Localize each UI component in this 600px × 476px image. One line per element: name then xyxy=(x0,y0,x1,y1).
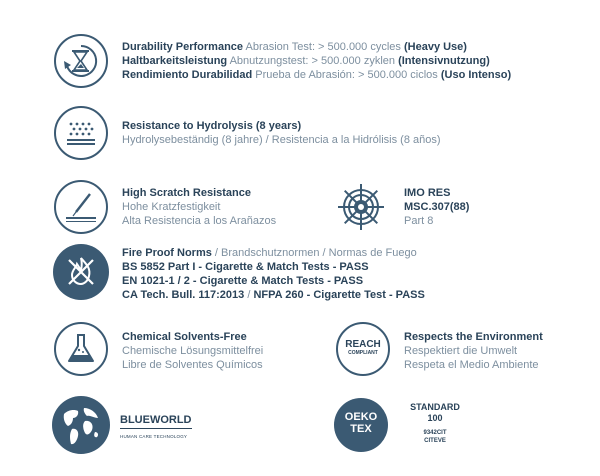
oeko-standard: STANDARD 100 9342CIT CITEVE xyxy=(410,402,460,444)
hydrolysis-title: Resistance to Hydrolysis (8 years) xyxy=(122,120,302,132)
scratch-blade-icon xyxy=(56,182,106,232)
hourglass-rotate-icon xyxy=(56,36,106,86)
ship-wheel-icon xyxy=(334,180,388,234)
reach-text: Respects the Environment Respektiert die Umwelt Respeta el Medio Ambiente xyxy=(404,331,543,371)
reach-badge-bottom: COMPLIANT xyxy=(348,350,378,356)
reach-badge xyxy=(336,322,390,376)
chemical-text: Chemical Solvents-Free Chemische Lösungsmittelfrei Libre de Solventes Químicos xyxy=(122,331,264,371)
reach-badge-top: REACH xyxy=(345,339,381,350)
blueworld-tagline: HUMAN CARE TECHNOLOGY xyxy=(120,434,188,439)
scratch-text: High Scratch Resistance Hohe Kratzfestigkeit Alta Resistencia a los Arañazos xyxy=(122,187,277,227)
blueworld-logo xyxy=(120,413,192,444)
durability-icon-circle xyxy=(54,34,108,88)
scratch-icon-circle xyxy=(54,180,108,234)
hydrolysis-subtitle: Hydrolysebeständig (8 jahre) / Resistencia a la Hidrólisis (8 años) xyxy=(122,134,441,146)
no-fire-icon xyxy=(53,244,109,300)
oeko-logo-bottom: TEX xyxy=(350,423,372,435)
fire-text: Fire Proof Norms / Brandschutznormen / Normas de Fuego BS 5852 Part I - Cigarette & Match Tests - PASS EN 1021-1 / 2 - Cigarette & Match Tests - PASS CA Tech. Bull. 117:2013 / NFPA 260 - Cigarette Test - PASS xyxy=(122,247,425,301)
chemical-icon-circle xyxy=(54,322,108,376)
oeko-logo-top: OEKO xyxy=(344,411,378,423)
fire-icon-circle xyxy=(53,244,109,300)
hydrolysis-icon-circle xyxy=(54,106,108,160)
hydrolysis-text xyxy=(122,119,441,147)
durability-text: Durability Performance Abrasion Test: > 500.000 cycles (Heavy Use) Haltbarkeitsleistung Abnutzungstest: > 500.000 zyklen (Intensivnutzung) Rendimiento Durabilidad Prueba de Abrasión: > 500.000 ciclos (Uso Intenso) xyxy=(122,41,512,81)
oeko-tex-logo xyxy=(334,398,388,452)
imo-text: IMO RES MSC.307(88) Part 8 xyxy=(404,187,470,227)
blueworld-name: BLUEWORLD xyxy=(120,413,192,429)
flask-icon xyxy=(56,324,106,374)
water-drops-icon xyxy=(56,108,106,158)
globe-icon xyxy=(52,396,110,454)
